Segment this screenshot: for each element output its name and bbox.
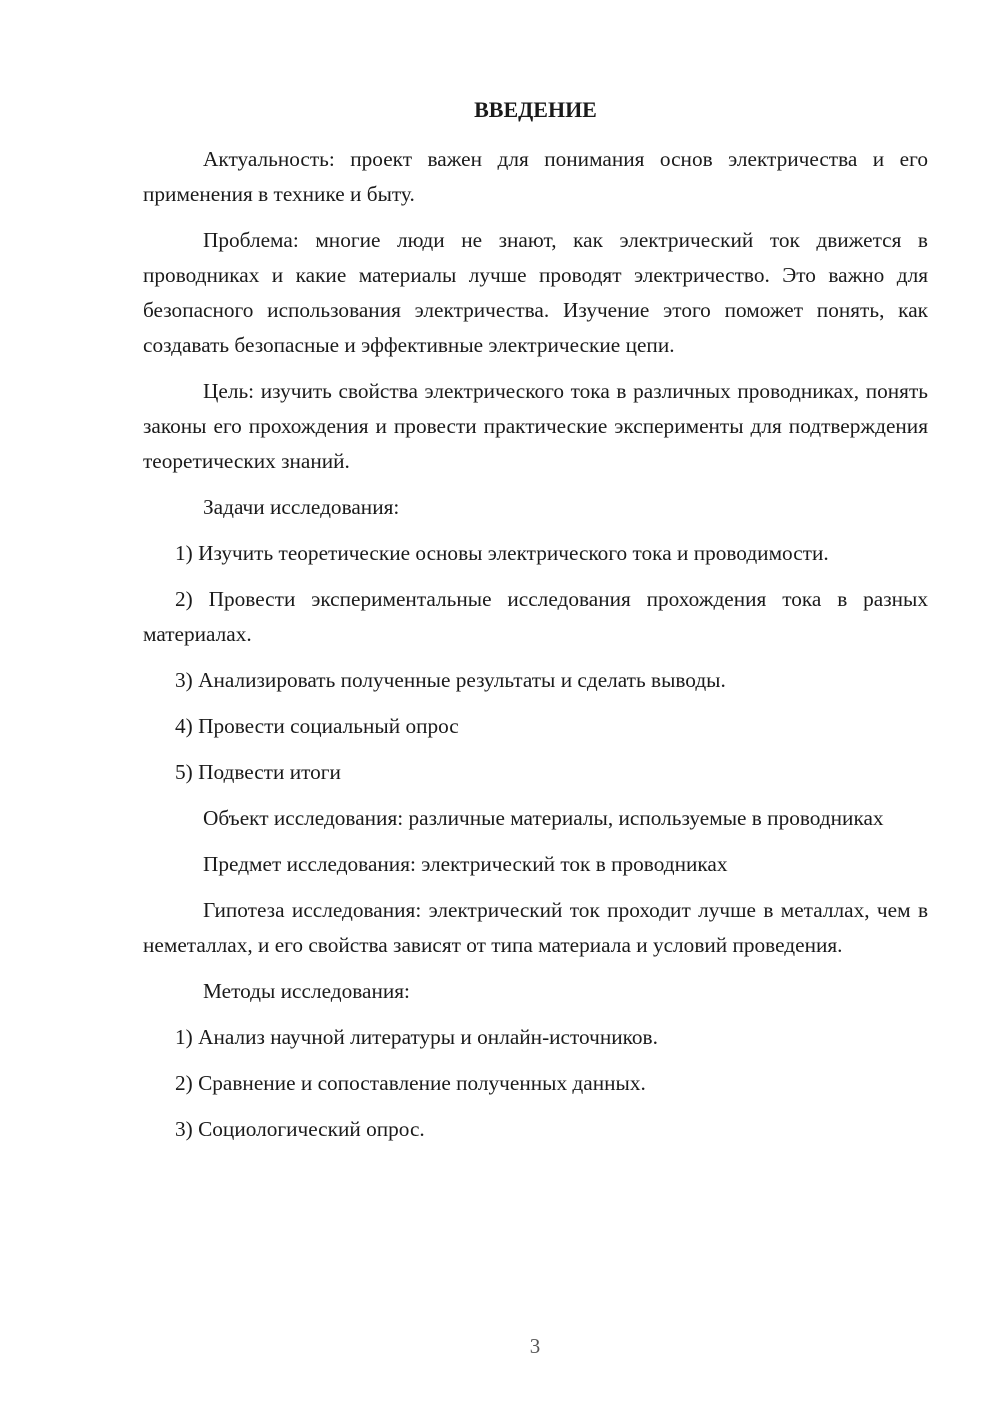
section-title: ВВЕДЕНИЕ — [474, 97, 597, 122]
task-item-1: 1) Изучить теоретические основы электрического тока и проводимости. — [175, 541, 829, 565]
paragraph-problem: Проблема: многие люди не знают, как электрический ток движется в проводниках и какие материалы лучше проводят электричество. Это важно для безопасного использования электричества. Изучение этого поможет понять, как создавать безопасные и эффективные электрические цепи. — [143, 228, 928, 357]
task-item-5: 5) Подвести итоги — [175, 760, 341, 784]
paragraph-tasks-heading: Задачи исследования: — [203, 495, 400, 519]
paragraph-goal: Цель: изучить свойства электрического тока в различных проводниках, понять законы его прохождения и провести практические эксперименты для подтверждения теоретических знаний. — [143, 379, 928, 473]
page-number: 3 — [529, 1334, 541, 1358]
method-item-3: 3) Социологический опрос. — [175, 1117, 425, 1141]
method-item-2: 2) Сравнение и сопоставление полученных данных. — [175, 1071, 646, 1095]
paragraph-relevance: Актуальность: проект важен для понимания основ электричества и его применения в технике и быту. — [143, 147, 928, 206]
paragraph-subject: Предмет исследования: электрический ток в проводниках — [203, 852, 728, 876]
method-item-1: 1) Анализ научной литературы и онлайн-источников. — [175, 1025, 658, 1049]
paragraph-object: Объект исследования: различные материалы, используемые в проводниках — [203, 806, 884, 830]
document-page — [143, 95, 928, 1158]
paragraph-hypothesis: Гипотеза исследования: электрический ток проходит лучше в металлах, чем в неметаллах, и его свойства зависят от типа материала и условий проведения. — [143, 898, 928, 957]
body-text — [143, 142, 928, 1147]
paragraph-methods-heading: Методы исследования: — [203, 979, 410, 1003]
task-item-2: 2) Провести экспериментальные исследования прохождения тока в разных материалах. — [143, 587, 928, 646]
task-item-3: 3) Анализировать полученные результаты и сделать выводы. — [175, 668, 726, 692]
task-item-4: 4) Провести социальный опрос — [175, 714, 459, 738]
